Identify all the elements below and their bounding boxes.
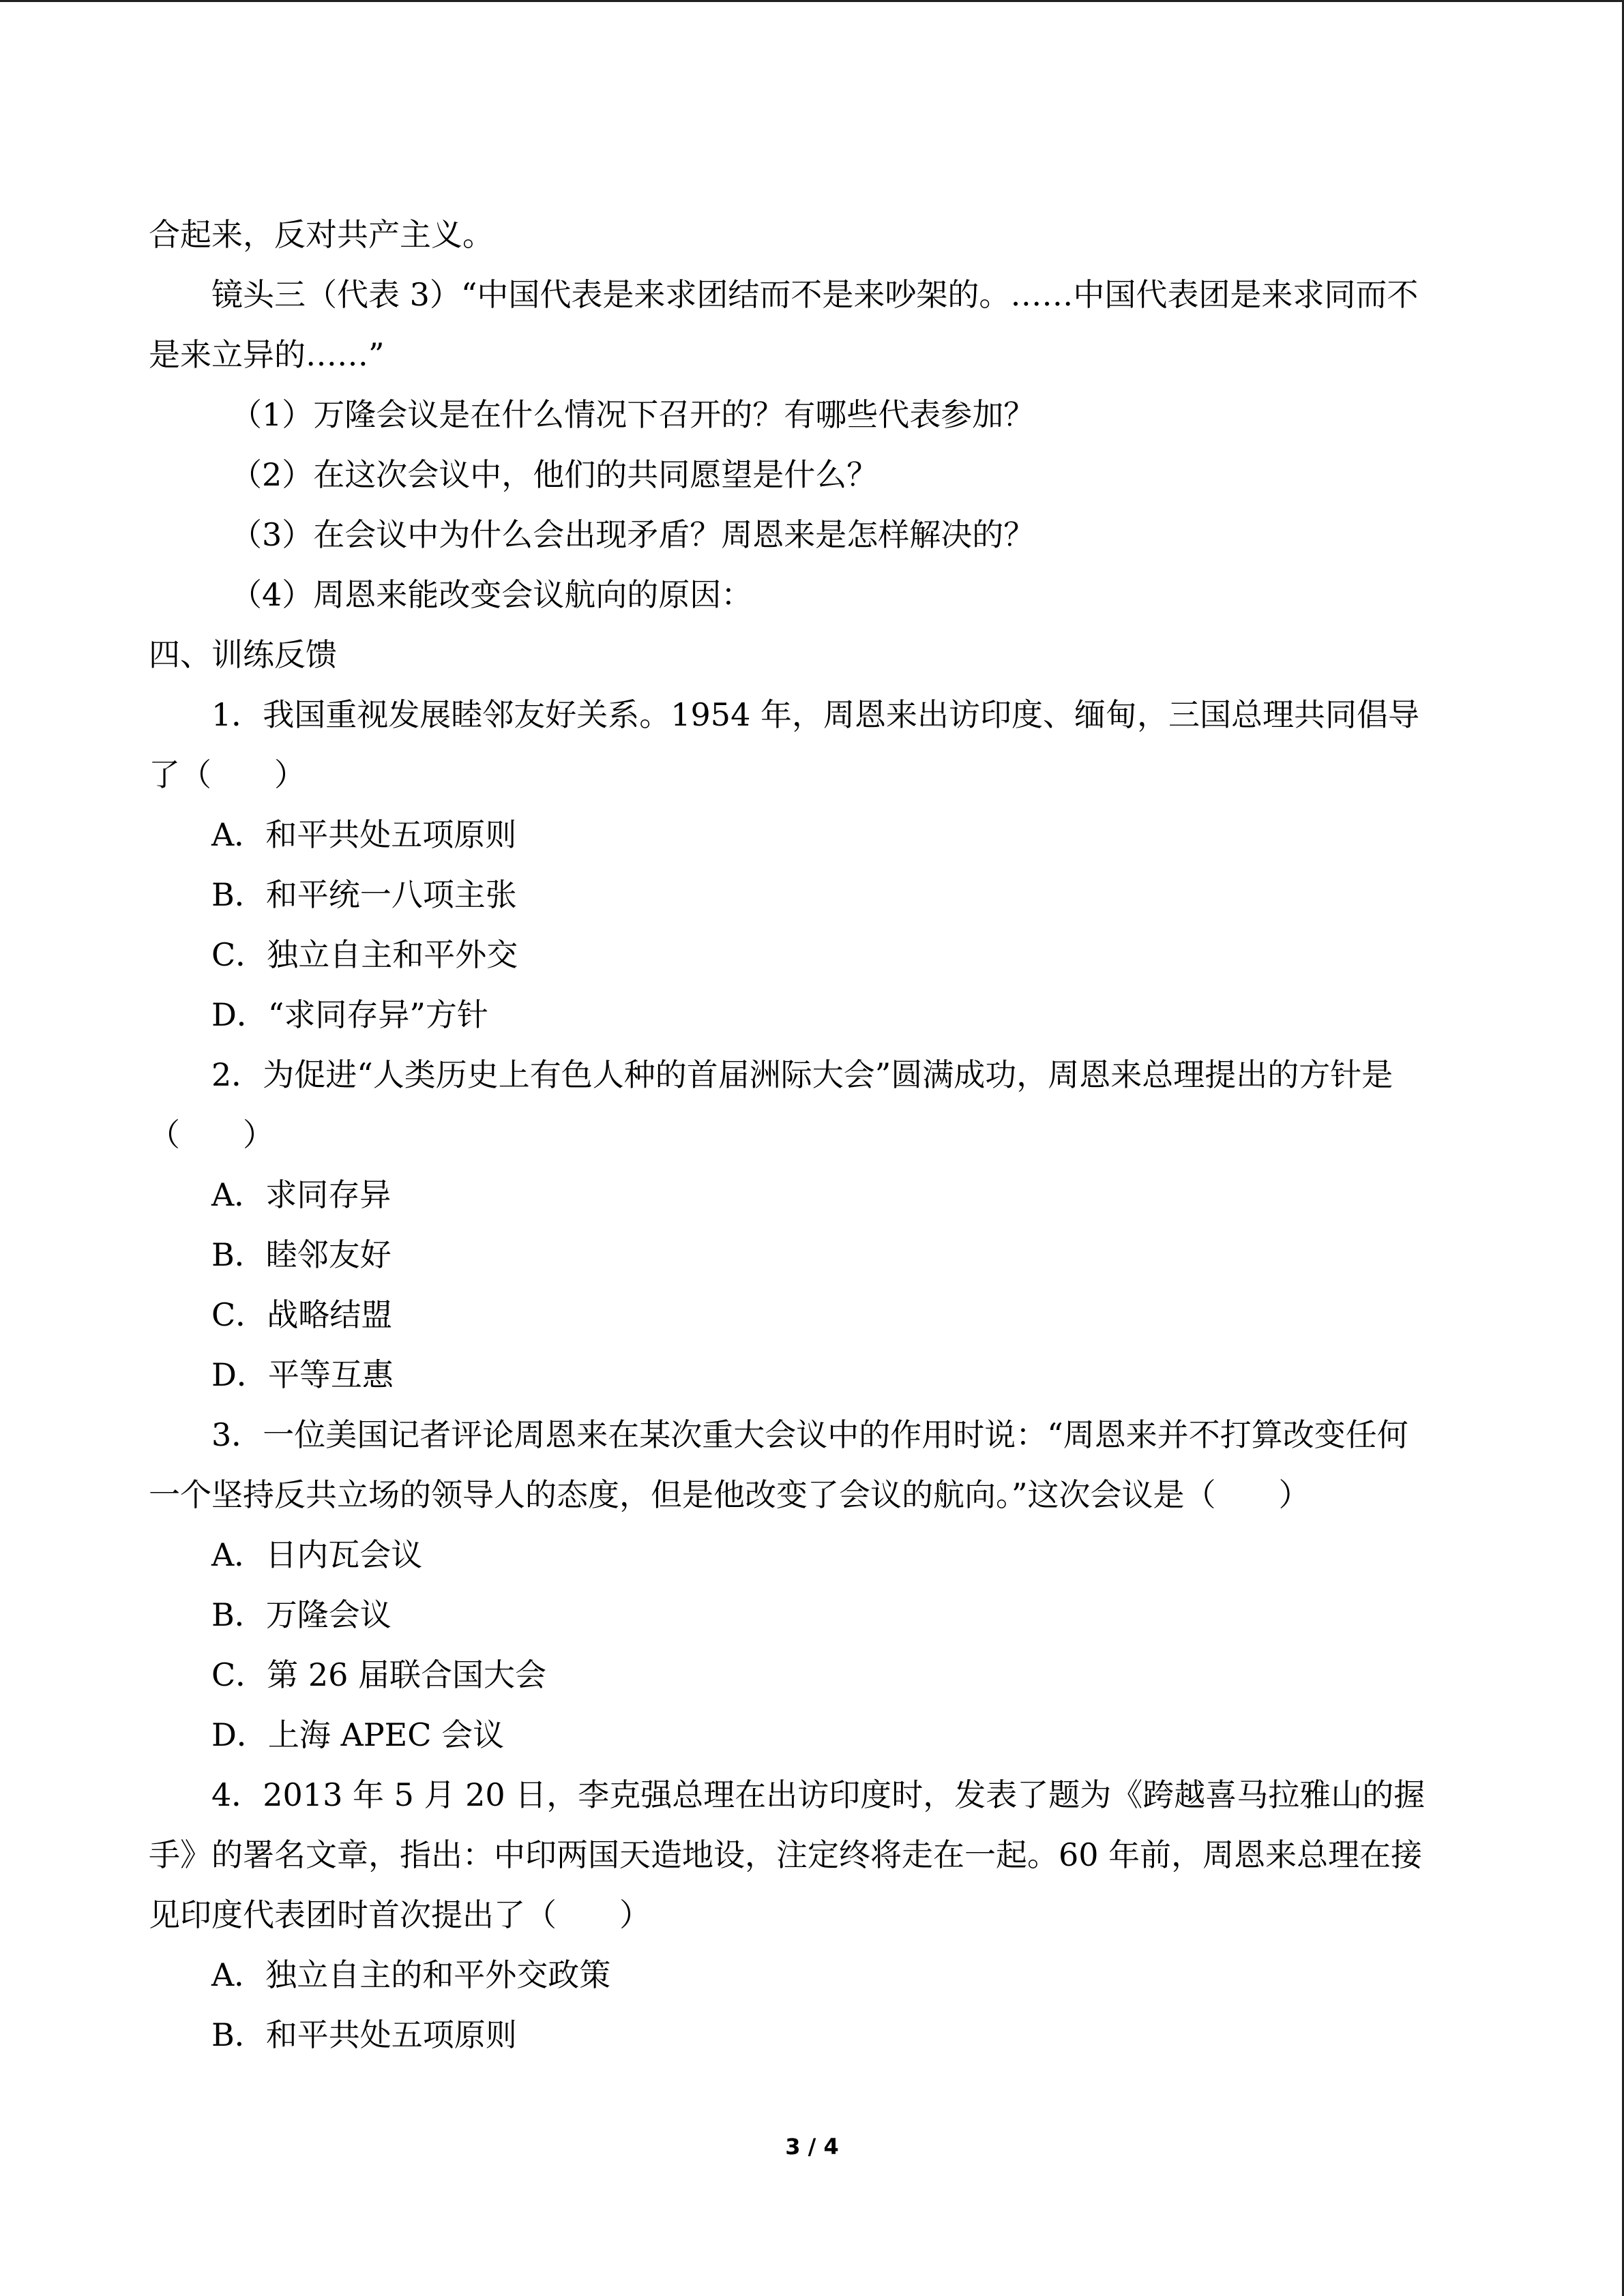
answer-option: B．和平共处五项原则 xyxy=(211,2016,517,2053)
question-line: （3）在会议中为什么会出现矛盾？周恩来是怎样解决的？ xyxy=(231,516,1035,553)
question-line: （2）在这次会议中，他们的共同愿望是什么？ xyxy=(231,456,879,493)
answer-option: B．睦邻友好 xyxy=(211,1236,392,1273)
question-line: （4）周恩来能改变会议航向的原因： xyxy=(231,576,753,613)
answer-option: B．万隆会议 xyxy=(211,1596,392,1633)
question-stem: 1．我国重视发展睦邻友好关系。1954 年，周恩来出访印度、缅甸，三国总理共同倡导 xyxy=(211,696,1419,733)
question-stem: 见印度代表团时首次提出了（ ） xyxy=(149,1896,651,1933)
question-stem: 3．一位美国记者评论周恩来在某次重大会议中的作用时说：“周恩来并不打算改变任何 xyxy=(211,1416,1408,1453)
answer-option: C．战略结盟 xyxy=(211,1296,393,1333)
answer-option: C．第 26 届联合国大会 xyxy=(211,1656,546,1693)
answer-option: A．独立自主的和平外交政策 xyxy=(211,1956,611,1993)
answer-option: A．日内瓦会议 xyxy=(211,1536,423,1573)
section-heading: 四、训练反馈 xyxy=(149,636,337,673)
answer-option: D．“求同存异”方针 xyxy=(211,996,488,1033)
document-body xyxy=(149,205,1486,2065)
answer-option: D．平等互惠 xyxy=(211,1356,394,1393)
page-number: 3 / 4 xyxy=(785,2134,839,2160)
question-stem: 2．为促进“人类历史上有色人种的首届洲际大会”圆满成功，周恩来总理提出的方针是 xyxy=(211,1056,1393,1093)
answer-option: A．求同存异 xyxy=(211,1176,392,1213)
question-stem: （ ） xyxy=(149,1116,274,1153)
question-line: （1）万隆会议是在什么情况下召开的？有哪些代表参加？ xyxy=(231,396,1035,433)
question-stem: 了（ ） xyxy=(149,756,306,793)
question-stem: 4．2013 年 5 月 20 日，李克强总理在出访印度时，发表了题为《跨越喜马拉雅山的握 xyxy=(211,1776,1426,1813)
body-line: 镜头三（代表 3）“中国代表是来求团结而不是来吵架的。……中国代表团是来求同而不 xyxy=(211,276,1419,313)
answer-option: A．和平共处五项原则 xyxy=(211,816,517,853)
answer-option: C．独立自主和平外交 xyxy=(211,936,518,973)
body-line: 合起来，反对共产主义。 xyxy=(149,216,494,253)
answer-option: D．上海 APEC 会议 xyxy=(211,1716,505,1753)
page-border-top xyxy=(0,0,1624,2)
body-line: 是来立异的……” xyxy=(149,336,385,373)
answer-option: B．和平统一八项主张 xyxy=(211,876,517,913)
question-stem: 手》的署名文章，指出：中印两国天造地设，注定终将走在一起。60 年前，周恩来总理在接 xyxy=(149,1836,1423,1873)
question-stem: 一个坚持反共立场的领导人的态度，但是他改变了会议的航向。”这次会议是（ ） xyxy=(149,1476,1310,1513)
